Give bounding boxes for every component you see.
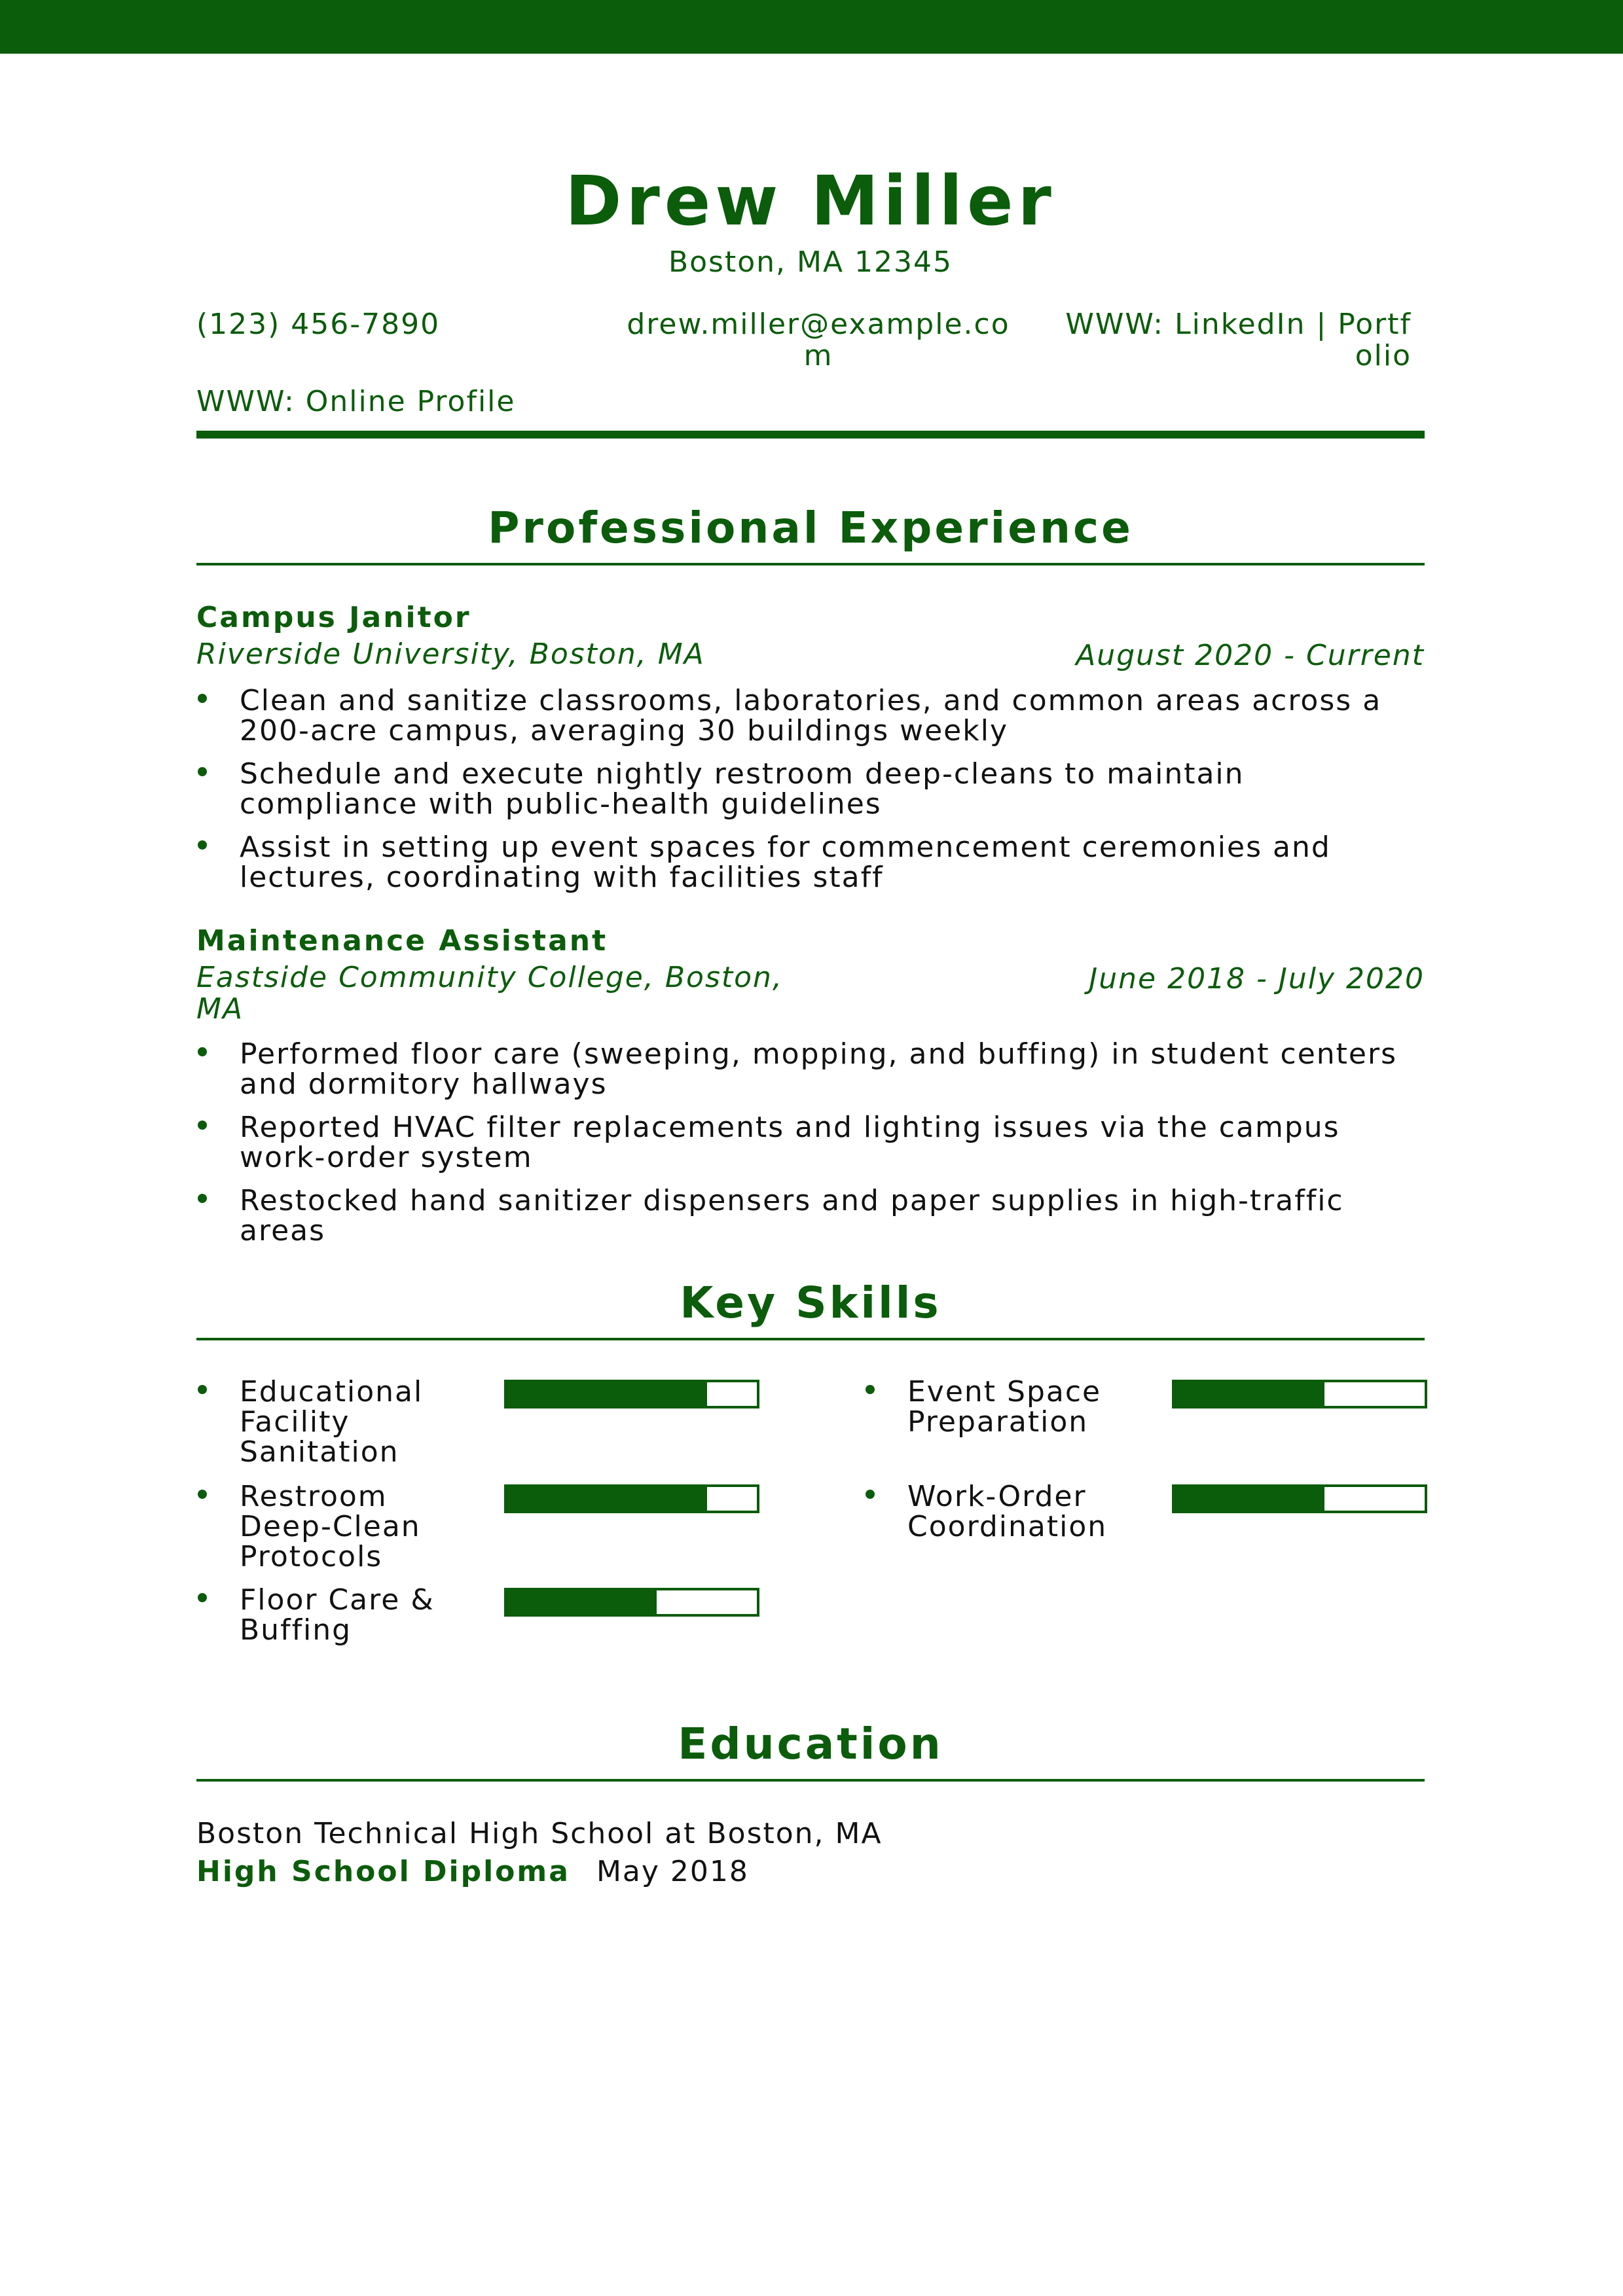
list-item — [196, 1039, 1425, 1100]
job-bullets — [196, 1039, 1425, 1259]
bullet-text: Assist in setting up event spaces for commencement ceremonies and lectures, coordinating with facilities staff — [240, 831, 1331, 894]
skill-level-bar — [504, 1380, 759, 1408]
candidate-location: Boston, MA 12345 — [668, 245, 953, 279]
skill-label: Restroom Deep-Clean Protocols — [240, 1480, 421, 1573]
bullet-icon — [866, 1385, 875, 1394]
skill-label: Floor Care & Buffing — [240, 1583, 435, 1647]
list-item — [196, 1113, 1425, 1173]
skill-item — [864, 1482, 1427, 1587]
education-school: Boston Technical High School at Boston, MA — [196, 1817, 883, 1850]
header-divider — [196, 431, 1425, 439]
skill-label: Educational Facility Sanitation — [240, 1375, 424, 1469]
skill-level-fill — [507, 1590, 657, 1614]
bullet-text: Schedule and execute nightly restroom deep-cleans to maintain compliance with public-health guidelines — [240, 757, 1245, 821]
list-item — [196, 759, 1425, 819]
top-accent-band — [0, 0, 1623, 54]
job-org: Eastside Community College, Boston, MA — [196, 961, 783, 1026]
job-bullets — [196, 686, 1425, 906]
bullet-icon — [198, 1385, 207, 1394]
job-dates: June 2018 - July 2020 — [1089, 962, 1425, 996]
skill-level-fill — [507, 1382, 707, 1406]
bullet-icon — [866, 1490, 875, 1499]
skills-section-title: Key Skills — [680, 1278, 941, 1328]
skill-level-bar — [1172, 1380, 1427, 1408]
list-item — [196, 833, 1425, 893]
experience-divider — [196, 563, 1425, 565]
skill-label: Work-Order Coordination — [907, 1480, 1108, 1543]
experience-section-title: Professional Experience — [488, 503, 1133, 553]
skill-level-bar — [1172, 1484, 1427, 1513]
contact-www-links[interactable]: WWW: LinkedIn | Portfolio — [1065, 308, 1412, 372]
skill-item — [196, 1377, 759, 1482]
skill-item — [864, 1377, 1427, 1482]
bullet-icon — [198, 694, 207, 703]
job-title: Maintenance Assistant — [196, 924, 608, 958]
bullet-icon — [198, 1593, 207, 1602]
education-degree-line — [196, 1855, 749, 1888]
skill-level-fill — [1175, 1487, 1324, 1511]
bullet-icon — [198, 840, 207, 850]
skill-level-bar — [504, 1484, 759, 1513]
skill-level-fill — [1175, 1382, 1324, 1406]
list-item — [196, 1186, 1425, 1246]
skill-label: Event Space Preparation — [907, 1375, 1102, 1439]
skill-level-bar — [504, 1588, 759, 1617]
bullet-icon — [198, 1194, 207, 1203]
job-title: Campus Janitor — [196, 601, 471, 634]
skill-item — [196, 1482, 759, 1587]
list-item — [196, 686, 1425, 746]
bullet-text: Performed floor care (sweeping, mopping, and buffing) in student centers and dormitory hallways — [240, 1037, 1398, 1101]
bullet-text: Restocked hand sanitizer dispensers and paper supplies in high-traffic areas — [240, 1184, 1344, 1247]
bullet-icon — [198, 1121, 207, 1130]
contact-email[interactable]: drew.miller@example.com — [627, 308, 1010, 372]
skill-level-fill — [507, 1487, 707, 1511]
bullet-icon — [198, 767, 207, 776]
skills-divider — [196, 1338, 1425, 1340]
bullet-icon — [198, 1047, 207, 1056]
skill-item — [196, 1585, 759, 1690]
education-date: May 2018 — [596, 1855, 749, 1888]
job-dates: August 2020 - Current — [1076, 639, 1425, 672]
education-degree: High School Diploma — [196, 1855, 570, 1888]
candidate-name: Drew Miller — [565, 161, 1056, 241]
education-section-title: Education — [678, 1719, 943, 1769]
education-divider — [196, 1779, 1425, 1782]
contact-phone: (123) 456-7890 — [196, 308, 441, 341]
bullet-text: Reported HVAC filter replacements and lighting issues via the campus work-order system — [240, 1111, 1340, 1174]
bullet-icon — [198, 1490, 207, 1499]
job-org: Riverside University, Boston, MA — [196, 637, 705, 671]
bullet-text: Clean and sanitize classrooms, laboratories, and common areas across a 200-acre campus, averaging 30 buildings weekly — [240, 684, 1382, 747]
contact-www-profile[interactable]: WWW: Online Profile — [196, 385, 516, 418]
